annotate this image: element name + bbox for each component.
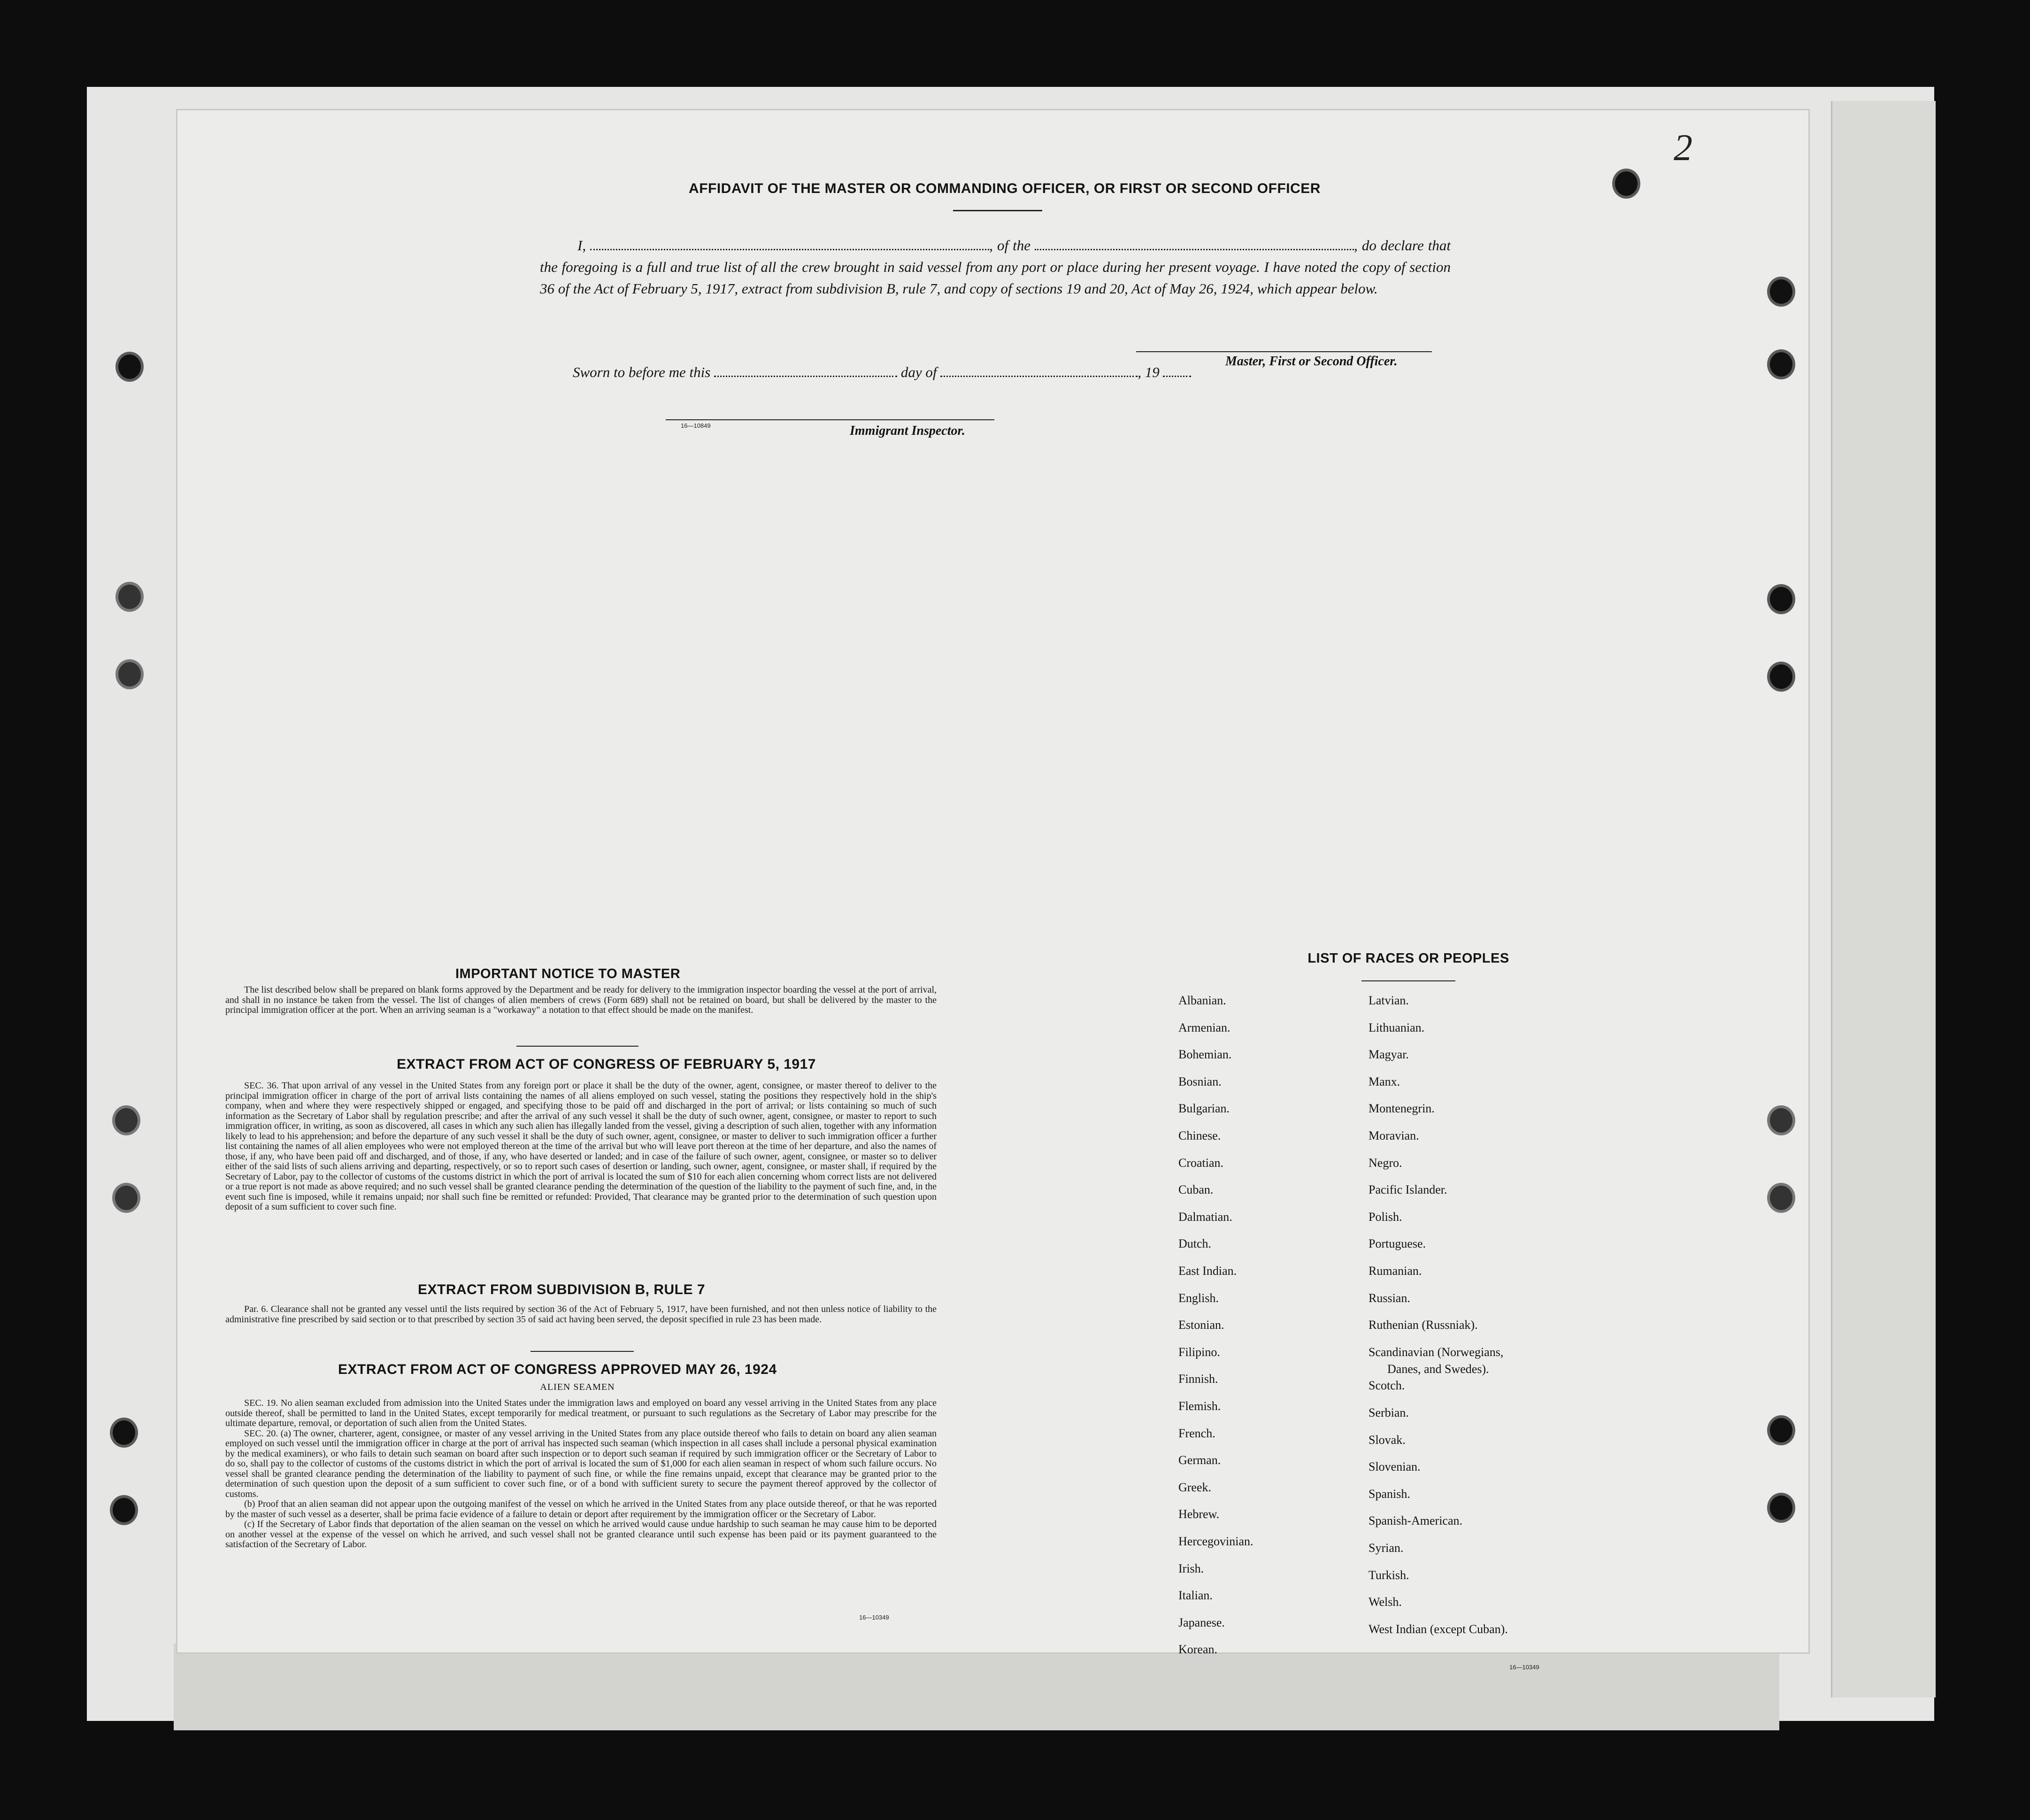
do-declare-label: , do declare <box>1354 237 1424 254</box>
race-item: Rumanian. <box>1369 1264 1422 1278</box>
race-item: French. <box>1178 1427 1215 1440</box>
extract-1924-text <box>225 1398 937 1550</box>
race-item: Irish. <box>1178 1562 1204 1575</box>
vessel-blank <box>1035 238 1354 250</box>
notice-paragraph: The list described below shall be prepared on blank forms approved by the Department and be ready for delivery to the immigration inspector boarding the vessel at the port of arrival, and shall in no instance be taken from the vessel. The list of changes of alien members of crews (Form 689) shall not be retained on board, but shall be delivered by the master to the principal immigration officer at the port. When an arriving seaman is a "workaway" a notation to that effect should be made on the manifest. <box>225 985 937 1015</box>
sworn-label: Sworn to before me this <box>573 364 711 380</box>
sec-20c-paragraph: (c) If the Secretary of Labor finds that deportation of the alien seaman on the vessel on which he arrived would cause undue hardship to such seaman he may cause him to be deported on another vessel at the expense of the vessel on which he arrived, and such vessel shall not be granted clearance until such expense has been paid or its payment guaranteed to the satisfaction of the Secretary of Labor. <box>225 1519 937 1550</box>
race-item: Russian. <box>1369 1291 1410 1305</box>
race-item: Pacific Islander. <box>1369 1183 1447 1196</box>
sec-19-paragraph: SEC. 19. No alien seaman excluded from admission into the United States under the immigration laws and employed on board any vessel arriving in the United States from any place outside thereof, shall be permitted to land in the United States, except temporarily for medical treatment, or pursuant to such regulations as the Secretary of Labor may prescribe for the ultimate departure, removal, or deportation of such alien from the United States. <box>225 1398 937 1428</box>
affidavit-title: AFFIDAVIT OF THE MASTER OR COMMANDING OFFICER, OR FIRST OR SECOND OFFICER <box>689 181 1321 196</box>
section-divider <box>516 1046 638 1047</box>
extract-rule7-text <box>225 1304 937 1325</box>
race-item: Scotch. <box>1369 1379 1405 1392</box>
sec-20b-paragraph: (b) Proof that an alien seaman did not appear upon the outgoing manifest of the vessel on which he arrived in the United States from any place outside thereof, or that he was reported by the master of such vessel as a deserter, shall be prima facie evidence of a failure to detain or deport after requirement by the immigration officer or the Secretary of Labor. <box>225 1499 937 1519</box>
race-item: Croatian. <box>1178 1156 1224 1170</box>
race-item: English. <box>1178 1291 1219 1305</box>
race-item: Dalmatian. <box>1178 1210 1232 1224</box>
master-signature-line <box>1136 351 1432 352</box>
race-item: Montenegrin. <box>1369 1102 1435 1115</box>
race-item: Lithuanian. <box>1369 1021 1425 1034</box>
race-item: Scandinavian (Norwegians, <box>1369 1345 1504 1359</box>
name-blank <box>590 238 989 250</box>
sworn-line <box>573 364 1191 381</box>
race-item: Korean. <box>1178 1643 1218 1656</box>
extract-1917-title: EXTRACT FROM ACT OF CONGRESS OF FEBRUARY 5, 1917 <box>397 1057 816 1072</box>
race-item: East Indian. <box>1178 1264 1237 1278</box>
race-item: Serbian. <box>1369 1406 1409 1419</box>
sworn-year-blank <box>1163 364 1191 377</box>
binder-hole <box>1770 1496 1792 1520</box>
race-item: Slovak. <box>1369 1433 1406 1447</box>
master-signature-caption: Master, First or Second Officer. <box>1225 354 1398 369</box>
inspector-signature-line <box>666 419 994 420</box>
underlying-page-edge <box>1831 101 1936 1697</box>
race-item: Latvian. <box>1369 994 1409 1007</box>
race-item: West Indian (except Cuban). <box>1369 1622 1508 1636</box>
race-item: Slovenian. <box>1369 1460 1421 1473</box>
affidavit-body-text: that the foregoing is a full and true list of all the crew brought in said vessel from any port or place during her present voyage. I have noted the copy of section 36 of the Act of February 5, 1917, extract from subdivision B, rule 7, and copy of sections 19 and 20, Act of May 26, 1924, which appear below. <box>540 237 1451 297</box>
races-form-code: 16—10349 <box>1509 1664 1539 1671</box>
race-item: Spanish. <box>1369 1487 1410 1501</box>
binder-hole <box>1770 1418 1792 1442</box>
sec-36-paragraph: SEC. 36. That upon arrival of any vessel in the United States from any foreign port or place it shall be the duty of the owner, agent, consignee, or master thereof to deliver to the principal immigration officer in charge of the port of arrival lists containing the names of all aliens employed on such vessel, stating the positions they respectively hold in the ship's company, when and where they were respectively shipped or engaged, and specifying those to be paid off and discharged in the port of arrival; or lists containing so much of such information as the Secretary of Labor shall by regulation prescribe; and after the arrival of any such vessel it shall be the duty of such owner, agent, consignee, or master to report to such immigration officer, in writing, as soon as discovered, all cases in which any such alien has illegally landed from the vessel, giving a description of such alien, together with any information likely to lead to his apprehension; and before the departure of any such vessel it shall be the duty of such owner, agent, consignee, or master to deliver to such immigration officer a further list containing the names of all alien employees who were not employed thereon at the time of the arrival but who will leave port thereon at the time of her departure, and also the names of those, if any, who have been paid off and discharged, and of those, if any, who have deserted or landed; and in case of the failure of such owner, agent, consignee, or master so to deliver either of the said lists of such aliens arriving and departing, respectively, or so to report such cases of desertion or landing, such owner, agent, consignee, or master shall, if required by the Secretary of Labor, pay to the collector of customs of the customs district in which the port of arrival is located the sum of $10 for each alien concerning whom correct lists are not delivered or a true report is not made as above required; and no such vessel shall be granted clearance pending the determination of the question of the liability to the payment of such fine, and, in the event such fine is imposed, while it remains unpaid; nor shall such fine be remitted or refunded: Provided, That clearance may be granted prior to the determination of such question upon deposit of a sum sufficient to cover such fine. <box>225 1080 937 1212</box>
binder-hole <box>1770 664 1792 689</box>
notice-title: IMPORTANT NOTICE TO MASTER <box>455 966 681 981</box>
affidavit-statement <box>540 235 1451 300</box>
race-item: Welsh. <box>1369 1595 1402 1609</box>
race-item: Manx. <box>1369 1075 1400 1088</box>
binder-hole <box>1770 587 1792 611</box>
race-item: Portuguese. <box>1369 1237 1426 1250</box>
sworn-month-blank <box>940 364 1138 377</box>
race-item: Dutch. <box>1178 1237 1212 1250</box>
extract-1924-title: EXTRACT FROM ACT OF CONGRESS APPROVED MAY 26, 1924 <box>338 1362 777 1377</box>
race-item: Polish. <box>1369 1210 1402 1224</box>
race-item: Albanian. <box>1178 994 1226 1007</box>
race-item: Spanish-American. <box>1369 1514 1463 1527</box>
race-item: Flemish. <box>1178 1399 1221 1413</box>
binder-hole <box>118 662 141 686</box>
affidavit-form-code: 16—10849 <box>681 422 711 429</box>
binder-hole <box>118 355 141 379</box>
of-the-label: , of the <box>989 237 1030 254</box>
binder-hole <box>115 1186 138 1210</box>
title-divider <box>953 210 1042 211</box>
extract-rule7-title: EXTRACT FROM SUBDIVISION B, RULE 7 <box>418 1282 706 1297</box>
binder-hole <box>113 1498 135 1522</box>
race-item: Syrian. <box>1369 1541 1404 1555</box>
page-number: 2 <box>1674 127 1692 169</box>
race-item: Turkish. <box>1369 1568 1409 1582</box>
race-item: Japanese. <box>1178 1616 1225 1629</box>
races-divider <box>1361 980 1455 981</box>
section-divider <box>531 1351 634 1352</box>
i-label: I, <box>577 237 586 254</box>
race-item: Cuban. <box>1178 1183 1214 1196</box>
race-item: Greek. <box>1178 1481 1212 1494</box>
race-item: Magyar. <box>1369 1048 1409 1061</box>
binder-hole <box>1770 1108 1792 1133</box>
race-item: Danes, and Swedes). <box>1387 1362 1489 1376</box>
binder-hole <box>115 1108 138 1133</box>
race-item: Finnish. <box>1178 1372 1218 1386</box>
race-item: Filipino. <box>1178 1345 1220 1359</box>
race-item: Estonian. <box>1178 1318 1224 1332</box>
alien-seamen-subtitle: ALIEN SEAMEN <box>540 1382 615 1392</box>
race-item: Bulgarian. <box>1178 1102 1230 1115</box>
sec-20a-paragraph: SEC. 20. (a) The owner, charterer, agent, consignee, or master of any vessel arriving in the United States from any place outside thereof who fails to detain on board any alien seaman employed on such vessel until the immigration officer in charge at the port of arrival has inspected such seaman (which inspection in all cases shall include a personal physical examination by the medical examiners), or who fails to detain such seaman on board after such inspection or to deport such seaman if required by such immigration officer or the Secretary of Labor to do so, shall pay to the collector of customs of the customs district in which the port of arrival is located the sum of $1,000 for each alien seaman in respect of whom such failure occurs. No vessel shall be granted clearance pending the determination of the liability to payment of such fine, or while the fine remains unpaid, except that clearance may be granted prior to the determination of such question upon the deposit of a sum sufficient to cover such fine, or of a bond with sufficient surety to secure the payment thereof approved by the collector of customs. <box>225 1428 937 1499</box>
binder-hole <box>1770 352 1792 377</box>
binder-hole <box>113 1420 135 1445</box>
underlying-page-bottom <box>174 1643 1779 1730</box>
race-item: Chinese. <box>1178 1129 1221 1142</box>
binder-hole <box>118 585 141 609</box>
extract-form-code: 16—10349 <box>859 1614 889 1621</box>
races-title: LIST OF RACES OR PEOPLES <box>1307 951 1509 966</box>
race-item: Negro. <box>1369 1156 1402 1170</box>
notice-text <box>225 985 937 1016</box>
binder-hole <box>1770 1186 1792 1210</box>
binder-hole <box>1770 279 1792 304</box>
race-item: Bohemian. <box>1178 1048 1232 1061</box>
race-item: Ruthenian (Russniak). <box>1369 1318 1478 1332</box>
race-item: Hercegovinian. <box>1178 1535 1253 1548</box>
race-item: Hebrew. <box>1178 1507 1220 1521</box>
binder-hole <box>1615 171 1638 196</box>
race-item: Bosnian. <box>1178 1075 1222 1088</box>
year-label: , 19 <box>1138 364 1160 380</box>
race-item: Armenian. <box>1178 1021 1230 1034</box>
sworn-day-blank <box>714 364 897 377</box>
extract-1917-text <box>225 1081 937 1212</box>
par-6-paragraph: Par. 6. Clearance shall not be granted any vessel until the lists required by section 36 of the Act of February 5, 1917, have been furnished, and not then unless notice of liability to the administrative fine prescribed by said section or to that prescribed by section 35 of said act having been served, the deposit specified in rule 23 has been made. <box>225 1304 937 1325</box>
race-item: Moravian. <box>1369 1129 1419 1142</box>
day-of-label: day of <box>900 364 937 380</box>
race-item: German. <box>1178 1453 1221 1467</box>
race-item: Italian. <box>1178 1589 1213 1602</box>
inspector-caption: Immigrant Inspector. <box>850 424 965 438</box>
